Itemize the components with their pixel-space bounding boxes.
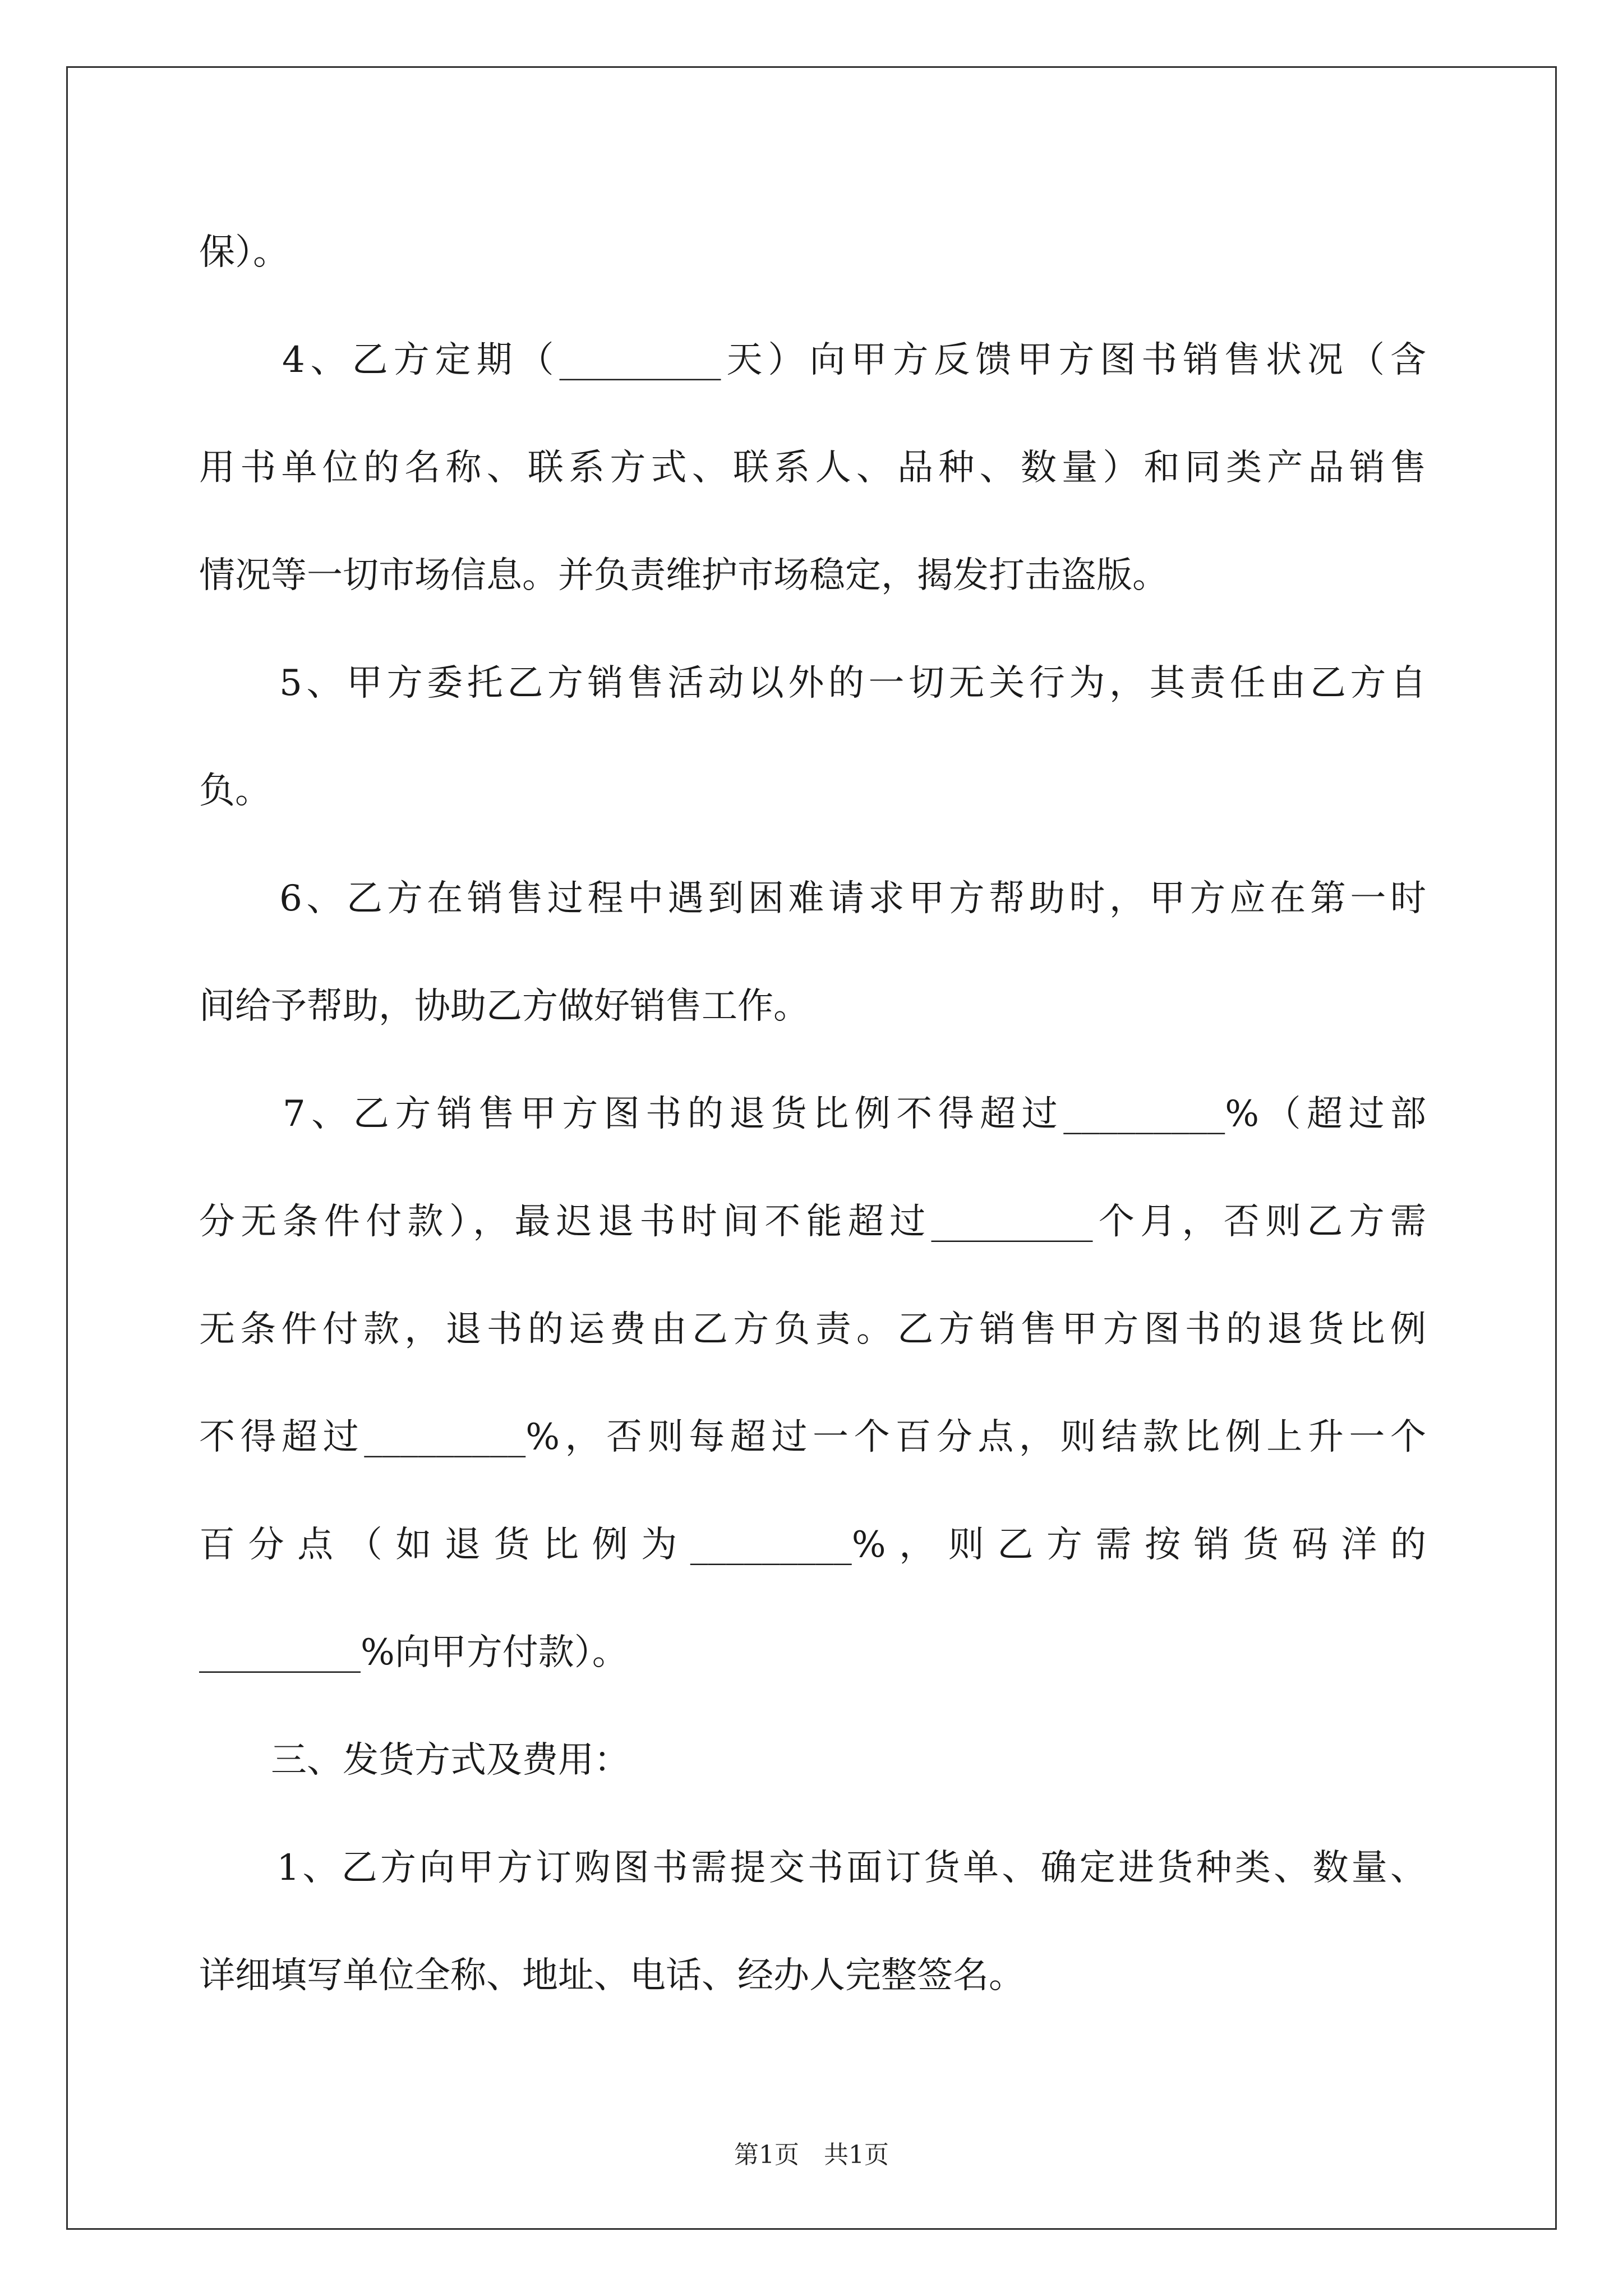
text-line: 分无条件付款），最迟退书时间不能超过_________个月，否则乙方需 [199, 1201, 1426, 1243]
text-line: 无条件付款，退书的运费由乙方负责。乙方销售甲方图书的退货比例 [199, 1309, 1426, 1350]
text-line: 用书单位的名称、联系方式、联系人、品种、数量）和同类产品销售 [199, 447, 1426, 489]
text-line: 5、甲方委托乙方销售活动以外的一切无关行为，其责任由乙方自 [199, 662, 1426, 704]
text-line: 保）。 [199, 232, 289, 273]
text-line: 情况等一切市场信息。并负责维护市场稳定，揭发打击盗版。 [199, 555, 1168, 596]
text-line: 6、乙方在销售过程中遇到困难请求甲方帮助时，甲方应在第一时 [199, 878, 1426, 919]
text-line: 负。 [199, 770, 271, 812]
text-line: 百分点（如退货比例为_________%，则乙方需按销货码洋的 [199, 1524, 1426, 1566]
text-line: 1、乙方向甲方订购图书需提交书面订货单、确定进货种类、数量、 [199, 1847, 1426, 1889]
text-line: 三、发货方式及费用： [199, 1740, 630, 1781]
text-line: 间给予帮助，协助乙方做好销售工作。 [199, 986, 809, 1027]
page-footer: 第1页 共1页 [734, 2141, 889, 2169]
document-body [199, 210, 1426, 2041]
text-line: 详细填写单位全称、地址、电话、经办人完整签名。 [199, 1955, 1025, 1996]
text-line: 不得超过_________%，否则每超过一个百分点，则结款比例上升一个 [199, 1416, 1426, 1458]
text-line: 7、乙方销售甲方图书的退货比例不得超过_________%（超过部 [199, 1093, 1426, 1135]
text-line: 4、乙方定期（_________天）向甲方反馈甲方图书销售状况（含 [199, 339, 1426, 381]
text-line: _________%向甲方付款）。 [199, 1632, 628, 1673]
